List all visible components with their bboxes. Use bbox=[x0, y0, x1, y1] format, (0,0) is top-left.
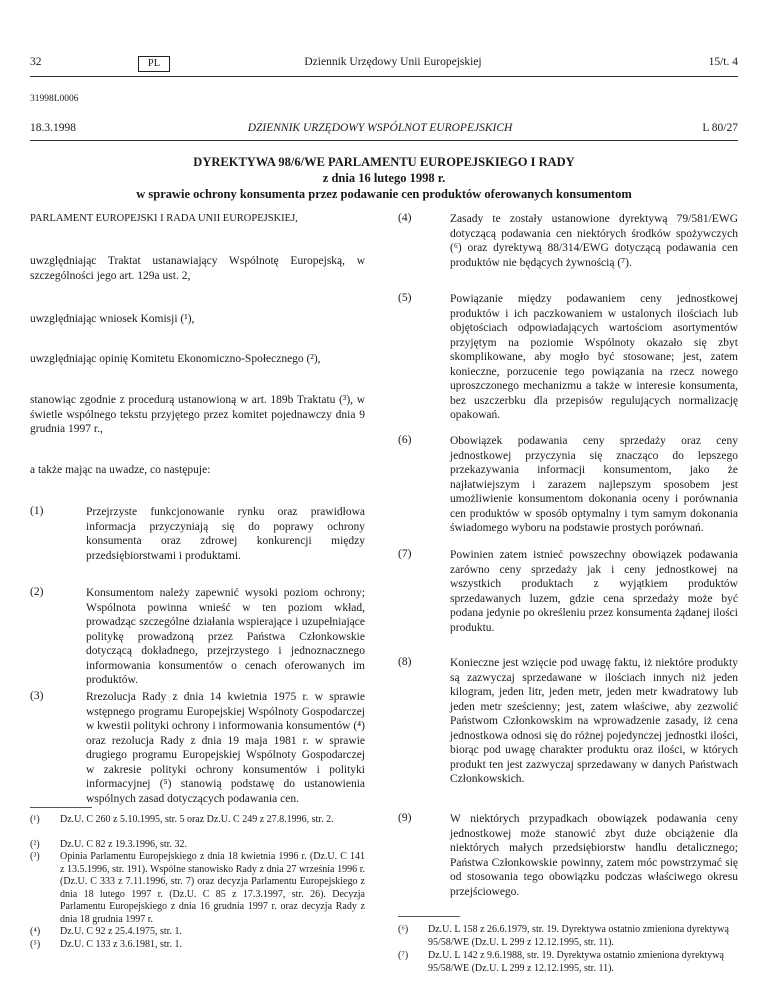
directive-date: z dnia 16 lutego 1998 r. bbox=[322, 171, 446, 185]
footnote-text: Dz.U. C 92 z 25.4.1975, str. 1. bbox=[60, 926, 182, 937]
footnote-text: Opinia Parlamentu Europejskiego z dnia 18 kwietnia 1996 r. (Dz.U. C 141 z 13.5.1996, str. 191). Wspólne stanowisko Rady z dnia 27 września 1996 r. (Dz.U. C 333 z 7.11.1996, str. 7) oraz decyzja Parlamentu Europejskiego z dnia 18 lutego 1997 r. (Dz.U. C 85 z 17.3.1997, str. 26). Decyzja Parlamentu Europejskiego z dnia 16 grudnia 1997 r. oraz decyzja Rady z dnia 18 grudnia 1997 r. bbox=[60, 851, 365, 925]
language-box: PL bbox=[138, 56, 170, 72]
citation-committee: uwzględniając opinię Komitetu Ekonomiczno-Społecznego (²), bbox=[30, 353, 321, 365]
citation-commission: uwzględniając wniosek Komisji (¹), bbox=[30, 313, 195, 325]
footnote-text: Dz.U. C 133 z 3.6.1981, str. 1. bbox=[60, 939, 182, 950]
recital-number: (7) bbox=[398, 548, 412, 560]
recital-number: (4) bbox=[398, 212, 412, 224]
recital-text: W niektórych przypadkach obowiązek podawania ceny jednostkowej może stanowić zbyt duże obciążenie dla niektórych małych przedsiębiorstw handlu detalicznego; Państwa Członkowskie powinny, zatem móc powstrzymać się od stosowania tego obowiązku podczas właściwego okresu przejściowego. bbox=[450, 813, 738, 898]
footnote-number: (¹) bbox=[30, 814, 40, 825]
whereas-intro: a także mając na uwadze, co następuje: bbox=[30, 464, 211, 476]
citation-treaty: uwzględniając Traktat ustanawiający Wspólnotę Europejską, w szczególności jego art. 129a ust. 2, bbox=[30, 255, 365, 282]
celex-number: 31998L0006 bbox=[30, 94, 79, 104]
footnote-rule bbox=[398, 916, 460, 917]
recital-text: Powinien zatem istnieć powszechny obowiązek podawania zarówno ceny sprzedaży jak i ceny jednostkowej na wszystkich produktach z wyjątkiem produktów sprzedawanych luzem, gdzie cena sprzedaży może być podana jedynie po określeniu przez konsumenta żądanej ilości produktu. bbox=[450, 549, 738, 634]
footnote-rule bbox=[30, 807, 92, 808]
recital-text: Rrezolucja Rady z dnia 14 kwietnia 1975 r. w sprawie wstępnego programu Europejskiej Wspólnoty Gospodarczej w kwestii polityki ochrony i informowania konsumentów (⁴) oraz rezolucja Rady z dnia 19 maja 1981 r. w sprawie drugiego programu Europejskiej Wspólnoty Gospodarczej w zakresie polityki ochrony konsumentów i polityki informacyjnej (⁵) stanowią podstawę do ustanowienia wspólnych zasad dotyczących podawania cen. bbox=[86, 691, 366, 805]
sub-header-rule bbox=[30, 140, 738, 141]
recital-number: (6) bbox=[398, 434, 412, 446]
directive-subject: w sprawie ochrony konsumenta przez podawanie cen produktów oferowanych konsumentom bbox=[136, 187, 632, 201]
page-number: 32 bbox=[30, 56, 42, 68]
recital-text: Zasady te zostały ustanowione dyrektywą 79/581/EWG dotyczącą podawania cen niektórych środków spożywczych (⁶) oraz dyrektywą 88/314/EWG dotyczącą podawania cen produktów nie będących żywnością (⁷). bbox=[450, 213, 738, 269]
footnote-number: (⁵) bbox=[30, 939, 41, 950]
recital-text: Powiązanie między podawaniem ceny jednostkowej produktów i ich paczkowaniem w ustalonych ilościach lub objętościach odpowiadających wartościom asortymentów przyjętym na poziomie Wspólnoty okazało się zbyt skomplikowane, aby mogło być stosowane; jest, zatem konieczne, porzucenie tego powiązania na rzecz nowego uproszczonego mechanizmu a także w interesie konsumenta, bez uszczerbku dla przepisów regulujących normalizację opakowań. bbox=[450, 293, 738, 421]
footnote-text: Dz.U. L 158 z 26.6.1979, str. 19. Dyrektywa ostatnio zmieniona dyrektywą 95/58/WE (Dz.U. L 299 z 12.12.1995, str. 11). bbox=[428, 924, 729, 948]
footnote-number: (⁷) bbox=[398, 950, 409, 961]
footnote-number: (⁴) bbox=[30, 926, 41, 937]
footnote-number: (³) bbox=[30, 851, 40, 862]
citation-procedure: stanowiąc zgodnie z procedurą ustanowioną w art. 189b Traktatu (³), w świetle wspólnego tekstu przyjętego przez komitet pojednawczy dnia 9 grudnia 1997 r., bbox=[30, 394, 365, 435]
directive-title: DYREKTYWA 98/6/WE PARLAMENTU EUROPEJSKIEGO I RADY bbox=[193, 155, 575, 169]
recital-number: (1) bbox=[30, 505, 44, 517]
header-rule bbox=[30, 76, 738, 77]
recital-text: Obowiązek podawania ceny sprzedaży oraz ceny jednostkowej przyczynia się znacząco do lepszego przekazywania informacji konsumentom, jako że najłatwiejszym i zarazem najlepszym sposobem jest umożliwienie konsumentom dokonania oceny i porównania cen produktów w sposób optymalny i tym samym dokonania świadomego wyboru na podstawie prostych porównań. bbox=[450, 435, 738, 534]
preamble-intro: PARLAMENT EUROPEJSKI I RADA UNII EUROPEJSKIEJ, bbox=[30, 213, 298, 224]
recital-text: Konsumentom należy zapewnić wysoki poziom ochrony; Wspólnota powinna wnieść w ten poziom wkład, prowadząc szczególne działania wspierające i uzupełniające politykę prowadzoną przez Państwa Członkowskie dotyczącą dokładnego, przejrzystego i jednoznacznego informowania konsumentów o cenach oferowanych im produktów. bbox=[86, 587, 365, 686]
recital-text: Przejrzyste funkcjonowanie rynku oraz prawidłowa informacja przyczyniają się do poprawy ochrony konsumenta oraz zdrowej konkurencji między przedsiębiorstwami i produktami. bbox=[86, 506, 365, 562]
recital-number: (2) bbox=[30, 586, 44, 598]
original-journal-name: DZIENNIK URZĘDOWY WSPÓLNOT EUROPEJSKICH bbox=[247, 122, 513, 134]
recital-number: (9) bbox=[398, 812, 412, 824]
original-date: 18.3.1998 bbox=[30, 122, 76, 134]
original-ref: L 80/27 bbox=[702, 122, 738, 134]
journal-name: Dziennik Urzędowy Unii Europejskiej bbox=[304, 56, 482, 68]
footnote-number: (²) bbox=[30, 839, 40, 850]
footnote-text: Dz.U. C 82 z 19.3.1996, str. 32. bbox=[60, 839, 187, 850]
recital-number: (8) bbox=[398, 656, 412, 668]
footnote-number: (⁶) bbox=[398, 924, 409, 935]
footnote-text: Dz.U. C 260 z 5.10.1995, str. 5 oraz Dz.U. C 249 z 27.8.1996, str. 2. bbox=[60, 814, 334, 825]
footnote-text: Dz.U. L 142 z 9.6.1988, str. 19. Dyrektywa ostatnio zmieniona dyrektywą 95/58/WE (Dz.U. L 299 z 12.12.1995, str. 11). bbox=[428, 950, 724, 974]
recital-number: (3) bbox=[30, 690, 44, 702]
volume-ref: 15/t. 4 bbox=[708, 56, 738, 68]
recital-number: (5) bbox=[398, 292, 412, 304]
recital-text: Konieczne jest wzięcie pod uwagę faktu, iż niektóre produkty są zazwyczaj sprzedawane w ilościach innych niż jeden kilogram, jeden litr, jeden metr, jeden metr kwadratowy lub jeden metr sześcienny; jest, zatem właściwe, aby zezwolić Państwom Członkowskim na wprowadzenie zasady, iż cena jednostkowa odnosi się do różnej pojedynczej jednostki ilości, biorąc pod uwagę charakter produktu oraz ilości, w których produkt ten jest zazwyczaj sprzedawany w danych Państwach Członkowskich. bbox=[450, 657, 738, 785]
